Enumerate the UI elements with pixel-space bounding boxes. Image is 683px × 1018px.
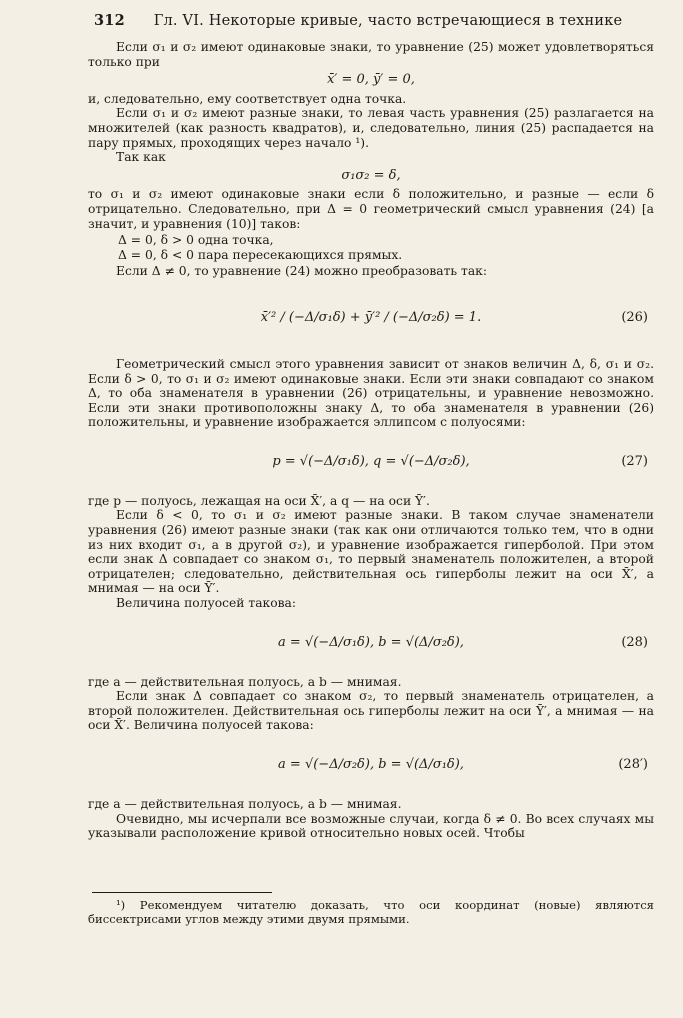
formula-26 [88, 283, 654, 353]
equation-number: (28′) [618, 757, 648, 772]
formula: σ₁σ₂ = δ, [341, 167, 401, 183]
running-title: Гл. VI. Некоторые кривые, часто встречающиеся в технике [153, 13, 623, 29]
list-item: Δ = 0, δ > 0 одна точка, [118, 233, 274, 248]
paragraph: Так как [116, 150, 166, 165]
footnote-divider [92, 892, 272, 893]
paragraph: где a — действительная полуось, а b — мнимая. [88, 674, 402, 689]
paragraph: то σ₁ и σ₂ имеют одинаковые знаки если δ положительно, и разные — если δ отрицательно. Следовательно, при Δ = 0 геометрический смысл уравнения (24) [а значит, и уравнения (10)] таков: [88, 187, 654, 231]
paragraph: где p — полуось, лежащая на оси X̄′, а q — на оси Ȳ′. [88, 493, 430, 508]
page-number: 312 [94, 12, 125, 29]
formula-28 [88, 615, 654, 671]
equation-number: (26) [621, 309, 648, 325]
paragraph: Если δ < 0, то σ₁ и σ₂ имеют разные знаки. В таком случае знаменатели уравнения (26) имеют разные знаки (так как они отличаются только тем, что в одни из них входит σ₁, а в другой σ₂), и уравнение изображается гиперболой. При этом если знак Δ совпадает со знаком σ₁, то первый знаменатель положителен, а второй отрицателен; следовательно, действительная ось гиперболы лежит на оси X̄′, а мнимая — на оси Ȳ′. [88, 508, 654, 596]
paragraph: Геометрический смысл этого уравнения зависит от знаков величин Δ, δ, σ₁ и σ₂. Если δ > 0, то σ₁ и σ₂ имеют одинаковые знаки. Если эти знаки совпадают со знаком Δ, то оба знаменателя в уравнении (26) отрицательны, и уравнение невозможно. Если эти знаки противоположны знаку Δ, то оба знаменателя в уравнении (26) положительны, и уравнение изображается эллипсом с полуосями: [88, 356, 654, 430]
formula-body: x̄′² / (−Δ/σ₁δ) + ȳ′² / (−Δ/σ₂δ) = 1. [260, 309, 482, 325]
paragraph: Если знак Δ совпадает со знаком σ₂, то первый знаменатель отрицателен, а второй положителен. Действительная ось гиперболы лежит на оси Ȳ′, а мнимая — на оси X̄′. Величина полуосей такова: [88, 689, 654, 733]
formula-body: p = √(−Δ/σ₁δ), q = √(−Δ/σ₂δ), [272, 453, 470, 469]
paragraph: Величина полуосей такова: [116, 596, 297, 611]
equation-number: (28) [621, 634, 648, 650]
formula: x̄′ = 0, ȳ′ = 0, [327, 72, 415, 88]
paragraph: и, следовательно, ему соответствует одна точка. [88, 91, 407, 106]
page-header [94, 12, 664, 29]
formula-28-prime [88, 737, 654, 793]
paragraph: где a — действительная полуось, а b — мнимая. [88, 797, 402, 811]
formula-body: a = √(−Δ/σ₁δ), b = √(Δ/σ₂δ), [278, 634, 464, 650]
list-item: Δ = 0, δ < 0 пара пересекающихся прямых. [118, 247, 403, 262]
case-list [118, 233, 654, 262]
page-body [88, 40, 654, 841]
paragraph: Если σ₁ и σ₂ имеют одинаковые знаки, то уравнение (25) может удовлетворяться только при [88, 40, 654, 69]
paragraph: Очевидно, мы исчерпали все возможные случаи, когда δ ≠ 0. Во всех случаях мы указывали расположение кривой относительно новых осей. Чтобы [88, 811, 654, 841]
formula-27 [88, 434, 654, 490]
footnote: ¹) Рекомендуем читателю доказать, что оси координат (новые) являются биссектрисами углов между этими двумя прямыми. [88, 898, 654, 926]
paragraph: Если σ₁ и σ₂ имеют разные знаки, то левая часть уравнения (25) разлагается на множителей (как разность квадратов), и, следовательно, линия (25) распадается на пару прямых, проходящих через начало ¹). [88, 106, 654, 150]
equation-number: (27) [621, 453, 648, 469]
formula-body: a = √(−Δ/σ₂δ), b = √(Δ/σ₁δ), [278, 757, 464, 772]
paragraph: Если Δ ≠ 0, то уравнение (24) можно преобразовать так: [116, 264, 487, 279]
